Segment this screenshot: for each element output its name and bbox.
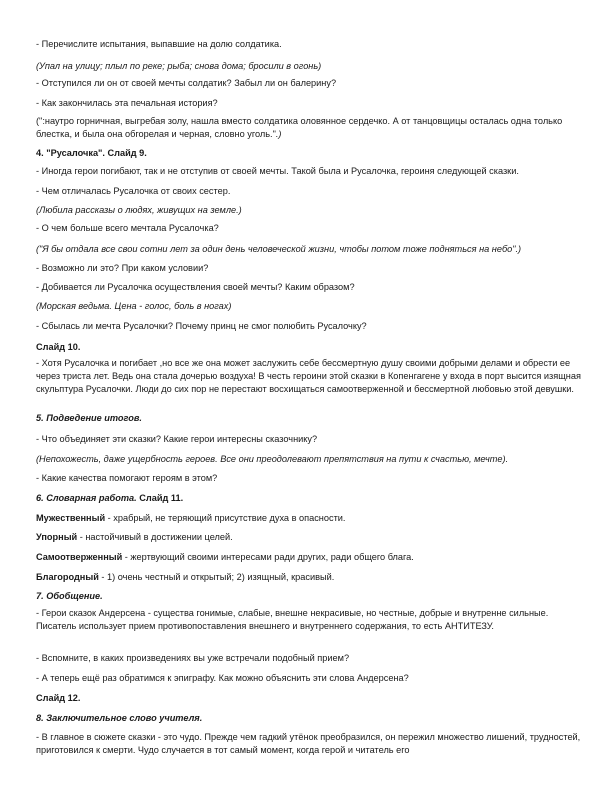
paragraph	[36, 204, 584, 217]
text-run: - Отступился ли он от своей мечты солдатик? Забыл ли он балерину?	[36, 78, 337, 88]
paragraph	[36, 300, 584, 313]
glossary-entry	[36, 512, 584, 525]
section-heading	[36, 147, 584, 160]
paragraph	[36, 652, 584, 665]
paragraph	[36, 60, 584, 73]
text-run: Благородный	[36, 572, 99, 582]
paragraph	[36, 165, 584, 178]
text-run: Слайд 11.	[136, 493, 184, 503]
paragraph	[36, 672, 584, 685]
glossary-entry	[36, 531, 584, 544]
paragraph	[36, 731, 584, 757]
glossary-entry	[36, 571, 584, 584]
text-run: - Какие качества помогают героям в этом?	[36, 473, 218, 483]
text-run: - Что объединяет эти сказки? Какие герои интересны сказочнику?	[36, 434, 318, 444]
text-run: 8. Заключительное слово учителя.	[36, 713, 203, 723]
section-heading	[36, 341, 584, 354]
text-run: - Герои сказок Андерсена - существа гонимые, слабые, внешне некрасивые, но честные, добрые и внутренне сильные. Писатель использует прием противопоставления внешнего и внутреннего содержания, то есть АНТИТЕЗУ.	[36, 608, 549, 631]
text-run: (Упал на улицу; плыл по реке; рыба; снова дома; бросили в огонь)	[36, 61, 322, 71]
text-run: - Перечислите испытания, выпавшие на долю солдатика.	[36, 39, 282, 49]
text-run: Мужественный	[36, 513, 106, 523]
text-run: (":наутро горничная, выгребая золу, нашла вместо солдатика оловянное сердечко. А от танцовщицы осталась одна только блестка, и была она обгорелая и черная, словно уголь."	[36, 116, 563, 139]
paragraph	[36, 185, 584, 198]
text-run: 6. Словарная работа.	[36, 493, 137, 503]
text-run: Упорный	[36, 532, 78, 542]
glossary-entry	[36, 551, 584, 564]
text-run: ("Я бы отдала все свои сотни лет за один день человеческой жизни, чтобы потом тоже подняться на небо".)	[36, 244, 522, 254]
paragraph	[36, 222, 584, 235]
paragraph	[36, 281, 584, 294]
section-heading	[36, 492, 584, 505]
text-run: Самоотверженный	[36, 552, 123, 562]
paragraph	[36, 433, 584, 446]
text-run: - Как закончилась эта печальная история?	[36, 98, 218, 108]
text-run: - А теперь ещё раз обратимся к эпиграфу. Как можно объяснить эти слова Андерсена?	[36, 673, 409, 683]
section-heading	[36, 692, 584, 705]
paragraph	[36, 453, 584, 466]
paragraph	[36, 320, 584, 333]
text-run: - Чем отличалась Русалочка от своих сестер.	[36, 186, 231, 196]
text-run: - Сбылась ли мечта Русалочки? Почему принц не смог полюбить Русалочку?	[36, 321, 367, 331]
text-run: - жертвующий своими интересами ради других, ради общего блага.	[122, 552, 414, 562]
text-run: Слайд 12.	[36, 693, 81, 703]
text-run: (Морская ведьма. Цена - голос, боль в ногах)	[36, 301, 232, 311]
section-heading	[36, 412, 584, 425]
text-run: - Возможно ли это? При каком условии?	[36, 263, 209, 273]
text-run: 7. Обобщение.	[36, 591, 103, 601]
text-run: - 1) очень честный и открытый; 2) изящный, красивый.	[98, 572, 335, 582]
text-run: - Добивается ли Русалочка осуществления своей мечты? Каким образом?	[36, 282, 355, 292]
paragraph	[36, 357, 584, 396]
paragraph	[36, 97, 584, 110]
paragraph	[36, 607, 584, 633]
paragraph	[36, 115, 584, 141]
text-run: - В главное в сюжете сказки - это чудо. Прежде чем гадкий утёнок преобразился, он пережил множество лишений, трудностей, приготовился к смерти. Чудо случается в тот самый момент, когда герой и читатель его	[36, 732, 581, 755]
text-run: 5. Подведение итогов.	[36, 413, 142, 423]
paragraph	[36, 472, 584, 485]
text-run: - настойчивый в достижении целей.	[77, 532, 233, 542]
paragraph	[36, 243, 584, 256]
section-heading	[36, 712, 584, 725]
text-run: .)	[275, 129, 282, 139]
text-run: (Любила рассказы о людях, живущих на земле.)	[36, 205, 242, 215]
paragraph	[36, 77, 584, 90]
text-run: Слайд 10.	[36, 342, 81, 352]
text-run: - храбрый, не теряющий присутствие духа в опасности.	[105, 513, 346, 523]
text-run: (Непохожесть, даже ущербность героев. Все они преодолевают препятствия на пути к счастью, мечте).	[36, 454, 509, 464]
text-run: - Вспомните, в каких произведениях вы уже встречали подобный прием?	[36, 653, 350, 663]
text-run: - Иногда герои погибают, так и не отступив от своей мечты. Такой была и Русалочка, героиня следующей сказки.	[36, 166, 519, 176]
text-run: - О чем больше всего мечтала Русалочка?	[36, 223, 219, 233]
paragraph	[36, 262, 584, 275]
section-heading	[36, 590, 584, 603]
paragraph	[36, 38, 584, 51]
text-run: 4. "Русалочка". Слайд 9.	[36, 148, 147, 158]
text-run: - Хотя Русалочка и погибает ,но все же она может заслужить себе бессмертную душу своими добрыми делами и обрести ее через триста лет. Ведь она стала дочерью воздуха! В честь героини этой сказки в Копенгагене у входа в порт высится изящная скульптура Русалочки. Люди до сих пор не перестают восхищаться самоотверженной и бессмертной любовью этой девушки.	[36, 358, 581, 394]
